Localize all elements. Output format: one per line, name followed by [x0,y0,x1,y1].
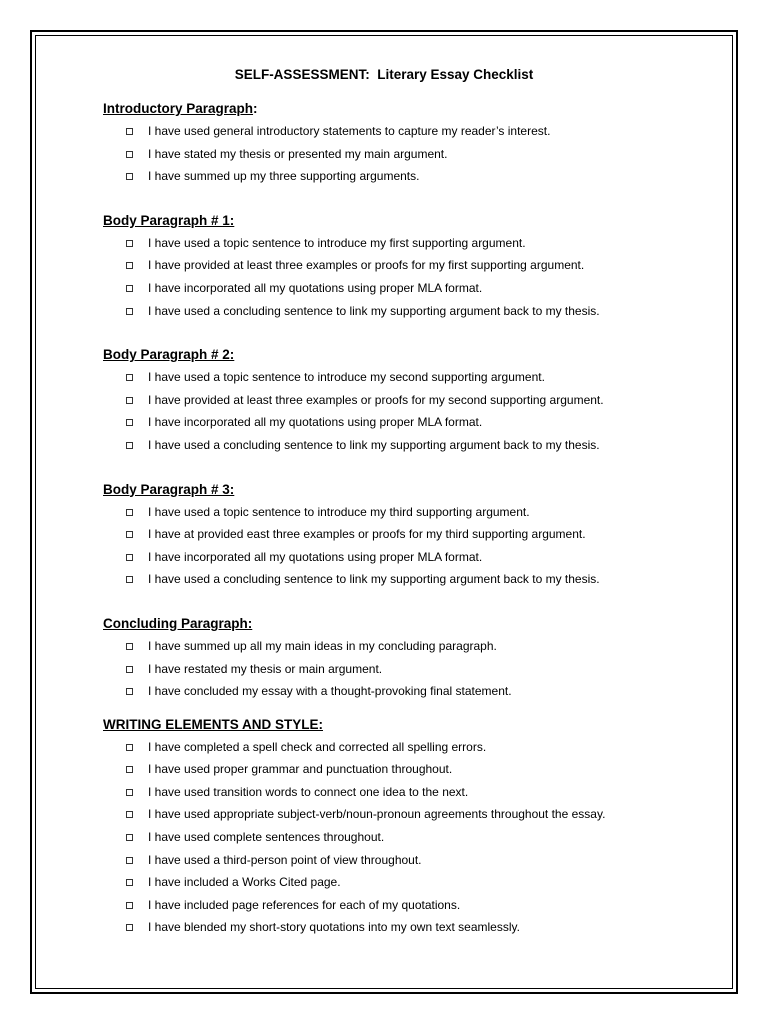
section-heading-text: WRITING ELEMENTS AND STYLE: [103,716,323,732]
checklist-section [103,714,723,939]
checklist-item-label: I have restated my thesis or main argument. [148,661,383,676]
checkbox-icon[interactable] [126,442,133,449]
checklist-item[interactable] [103,736,723,759]
checklist-item-label: I have summed up my three supporting arguments. [148,169,420,184]
checkbox-icon[interactable] [126,857,133,864]
checklist-item-label: I have used complete sentences throughout. [148,830,385,845]
checkbox-icon[interactable] [126,509,133,516]
checklist-item-label: I have used a concluding sentence to link my supporting argument back to my thesis. [148,303,600,318]
checkbox-icon[interactable] [126,902,133,909]
section-heading [103,714,723,736]
checkbox-icon[interactable] [126,666,133,673]
checklist-item-label: I have blended my short-story quotations into my own text seamlessly. [148,920,520,935]
page-title: SELF-ASSESSMENT: Literary Essay Checklist [234,67,534,82]
checklist-item-label: I have incorporated all my quotations using proper MLA format. [148,549,483,564]
checklist-item-label: I have used appropriate subject-verb/noun-pronoun agreements throughout the essay. [148,807,606,822]
checklist-item[interactable] [103,680,723,703]
section-heading-text: Concluding Paragraph: [103,615,253,631]
section-heading [103,210,723,232]
checklist-item[interactable] [103,411,723,434]
checklist-section [103,98,723,188]
checklist-item[interactable] [103,434,723,457]
checklist-sections [103,98,723,939]
checkbox-icon[interactable] [126,924,133,931]
checklist-item[interactable] [103,658,723,681]
section-heading-text: Body Paragraph # 3: [103,481,235,497]
checklist-item[interactable] [103,781,723,804]
checkbox-icon[interactable] [126,397,133,404]
checklist-item[interactable] [103,389,723,412]
checkbox-icon[interactable] [126,262,133,269]
section-heading-text: Body Paragraph # 2: [103,347,235,363]
checkbox-icon[interactable] [126,554,133,561]
checklist-items [103,232,723,322]
section-heading-suffix: : [253,101,258,116]
checklist-item[interactable] [103,758,723,781]
checkbox-icon[interactable] [126,374,133,381]
checklist-items [103,736,723,939]
checkbox-icon[interactable] [126,789,133,796]
checklist-item[interactable] [103,254,723,277]
checklist-item[interactable] [103,916,723,939]
checkbox-icon[interactable] [126,744,133,751]
checklist-item-label: I have at provided east three examples or proofs for my third supporting argument. [148,527,586,542]
checklist-item[interactable] [103,300,723,323]
checkbox-icon[interactable] [126,766,133,773]
checklist-item-label: I have included page references for each of my quotations. [148,897,461,912]
checklist-item-label: I have incorporated all my quotations using proper MLA format. [148,280,483,295]
checkbox-icon[interactable] [126,576,133,583]
checkbox-icon[interactable] [126,419,133,426]
checklist-item-label: I have stated my thesis or presented my main argument. [148,146,448,161]
checklist-item-label: I have completed a spell check and corrected all spelling errors. [148,739,487,754]
checklist-section [103,344,723,456]
checklist-item-label: I have used a concluding sentence to link my supporting argument back to my thesis. [148,437,600,452]
section-heading [103,479,723,501]
checklist-item[interactable] [103,894,723,917]
checklist-item[interactable] [103,501,723,524]
checklist-item-label: I have provided at least three examples or proofs for my second supporting argument. [148,392,604,407]
checkbox-icon[interactable] [126,688,133,695]
checklist-item[interactable] [103,568,723,591]
section-heading-text: Introductory Paragraph [103,101,254,116]
checklist-section [103,210,723,322]
checklist-item-label: I have used transition words to connect one idea to the next. [148,784,469,799]
checkbox-icon[interactable] [126,834,133,841]
checklist-item[interactable] [103,849,723,872]
checkbox-icon[interactable] [126,308,133,315]
checklist-item[interactable] [103,277,723,300]
checklist-item-label: I have incorporated all my quotations using proper MLA format. [148,415,483,430]
checklist-item-label: I have used a concluding sentence to link my supporting argument back to my thesis. [148,572,600,587]
checkbox-icon[interactable] [126,879,133,886]
checkbox-icon[interactable] [126,643,133,650]
section-heading [103,344,723,366]
checklist-items [103,366,723,456]
checklist-item-label: I have used a topic sentence to introduce my second supporting argument. [148,370,545,385]
checklist-item-label: I have used proper grammar and punctuation throughout. [148,762,453,777]
checklist-item[interactable] [103,826,723,849]
checklist-item-label: I have provided at least three examples or proofs for my first supporting argument. [148,258,585,273]
checklist-item[interactable] [103,635,723,658]
checkbox-icon[interactable] [126,285,133,292]
checklist-items [103,120,723,188]
checklist-item-label: I have used a third-person point of view throughout. [148,852,422,867]
checkbox-icon[interactable] [126,531,133,538]
checklist-item-label: I have included a Works Cited page. [148,875,341,890]
checklist-item[interactable] [103,523,723,546]
checkbox-icon[interactable] [126,811,133,818]
checklist-item[interactable] [103,546,723,569]
checkbox-icon[interactable] [126,128,133,135]
checklist-items [103,501,723,591]
checklist-item-label: I have used a topic sentence to introduce my third supporting argument. [148,504,530,519]
checklist-item[interactable] [103,871,723,894]
checklist-item[interactable] [103,143,723,166]
checklist-item[interactable] [103,232,723,255]
section-heading [103,98,723,120]
section-heading [103,613,723,635]
section-heading-text: Body Paragraph # 1: [103,212,235,228]
checkbox-icon[interactable] [126,151,133,158]
checklist-item[interactable] [103,165,723,188]
checklist-section [103,613,723,703]
checklist-item-label: I have summed up all my main ideas in my concluding paragraph. [148,638,497,653]
checklist-item-label: I have concluded my essay with a thought-provoking final statement. [148,684,512,699]
checklist-item[interactable] [103,120,723,143]
checklist-item-label: I have used general introductory statements to capture my reader’s interest. [148,124,551,138]
checklist-items [103,635,723,703]
checklist-item[interactable] [103,366,723,389]
checklist-item-label: I have used a topic sentence to introduce my first supporting argument. [148,235,526,250]
checkbox-icon[interactable] [126,173,133,180]
checklist-item[interactable] [103,803,723,826]
checklist-section [103,479,723,591]
checkbox-icon[interactable] [126,240,133,247]
